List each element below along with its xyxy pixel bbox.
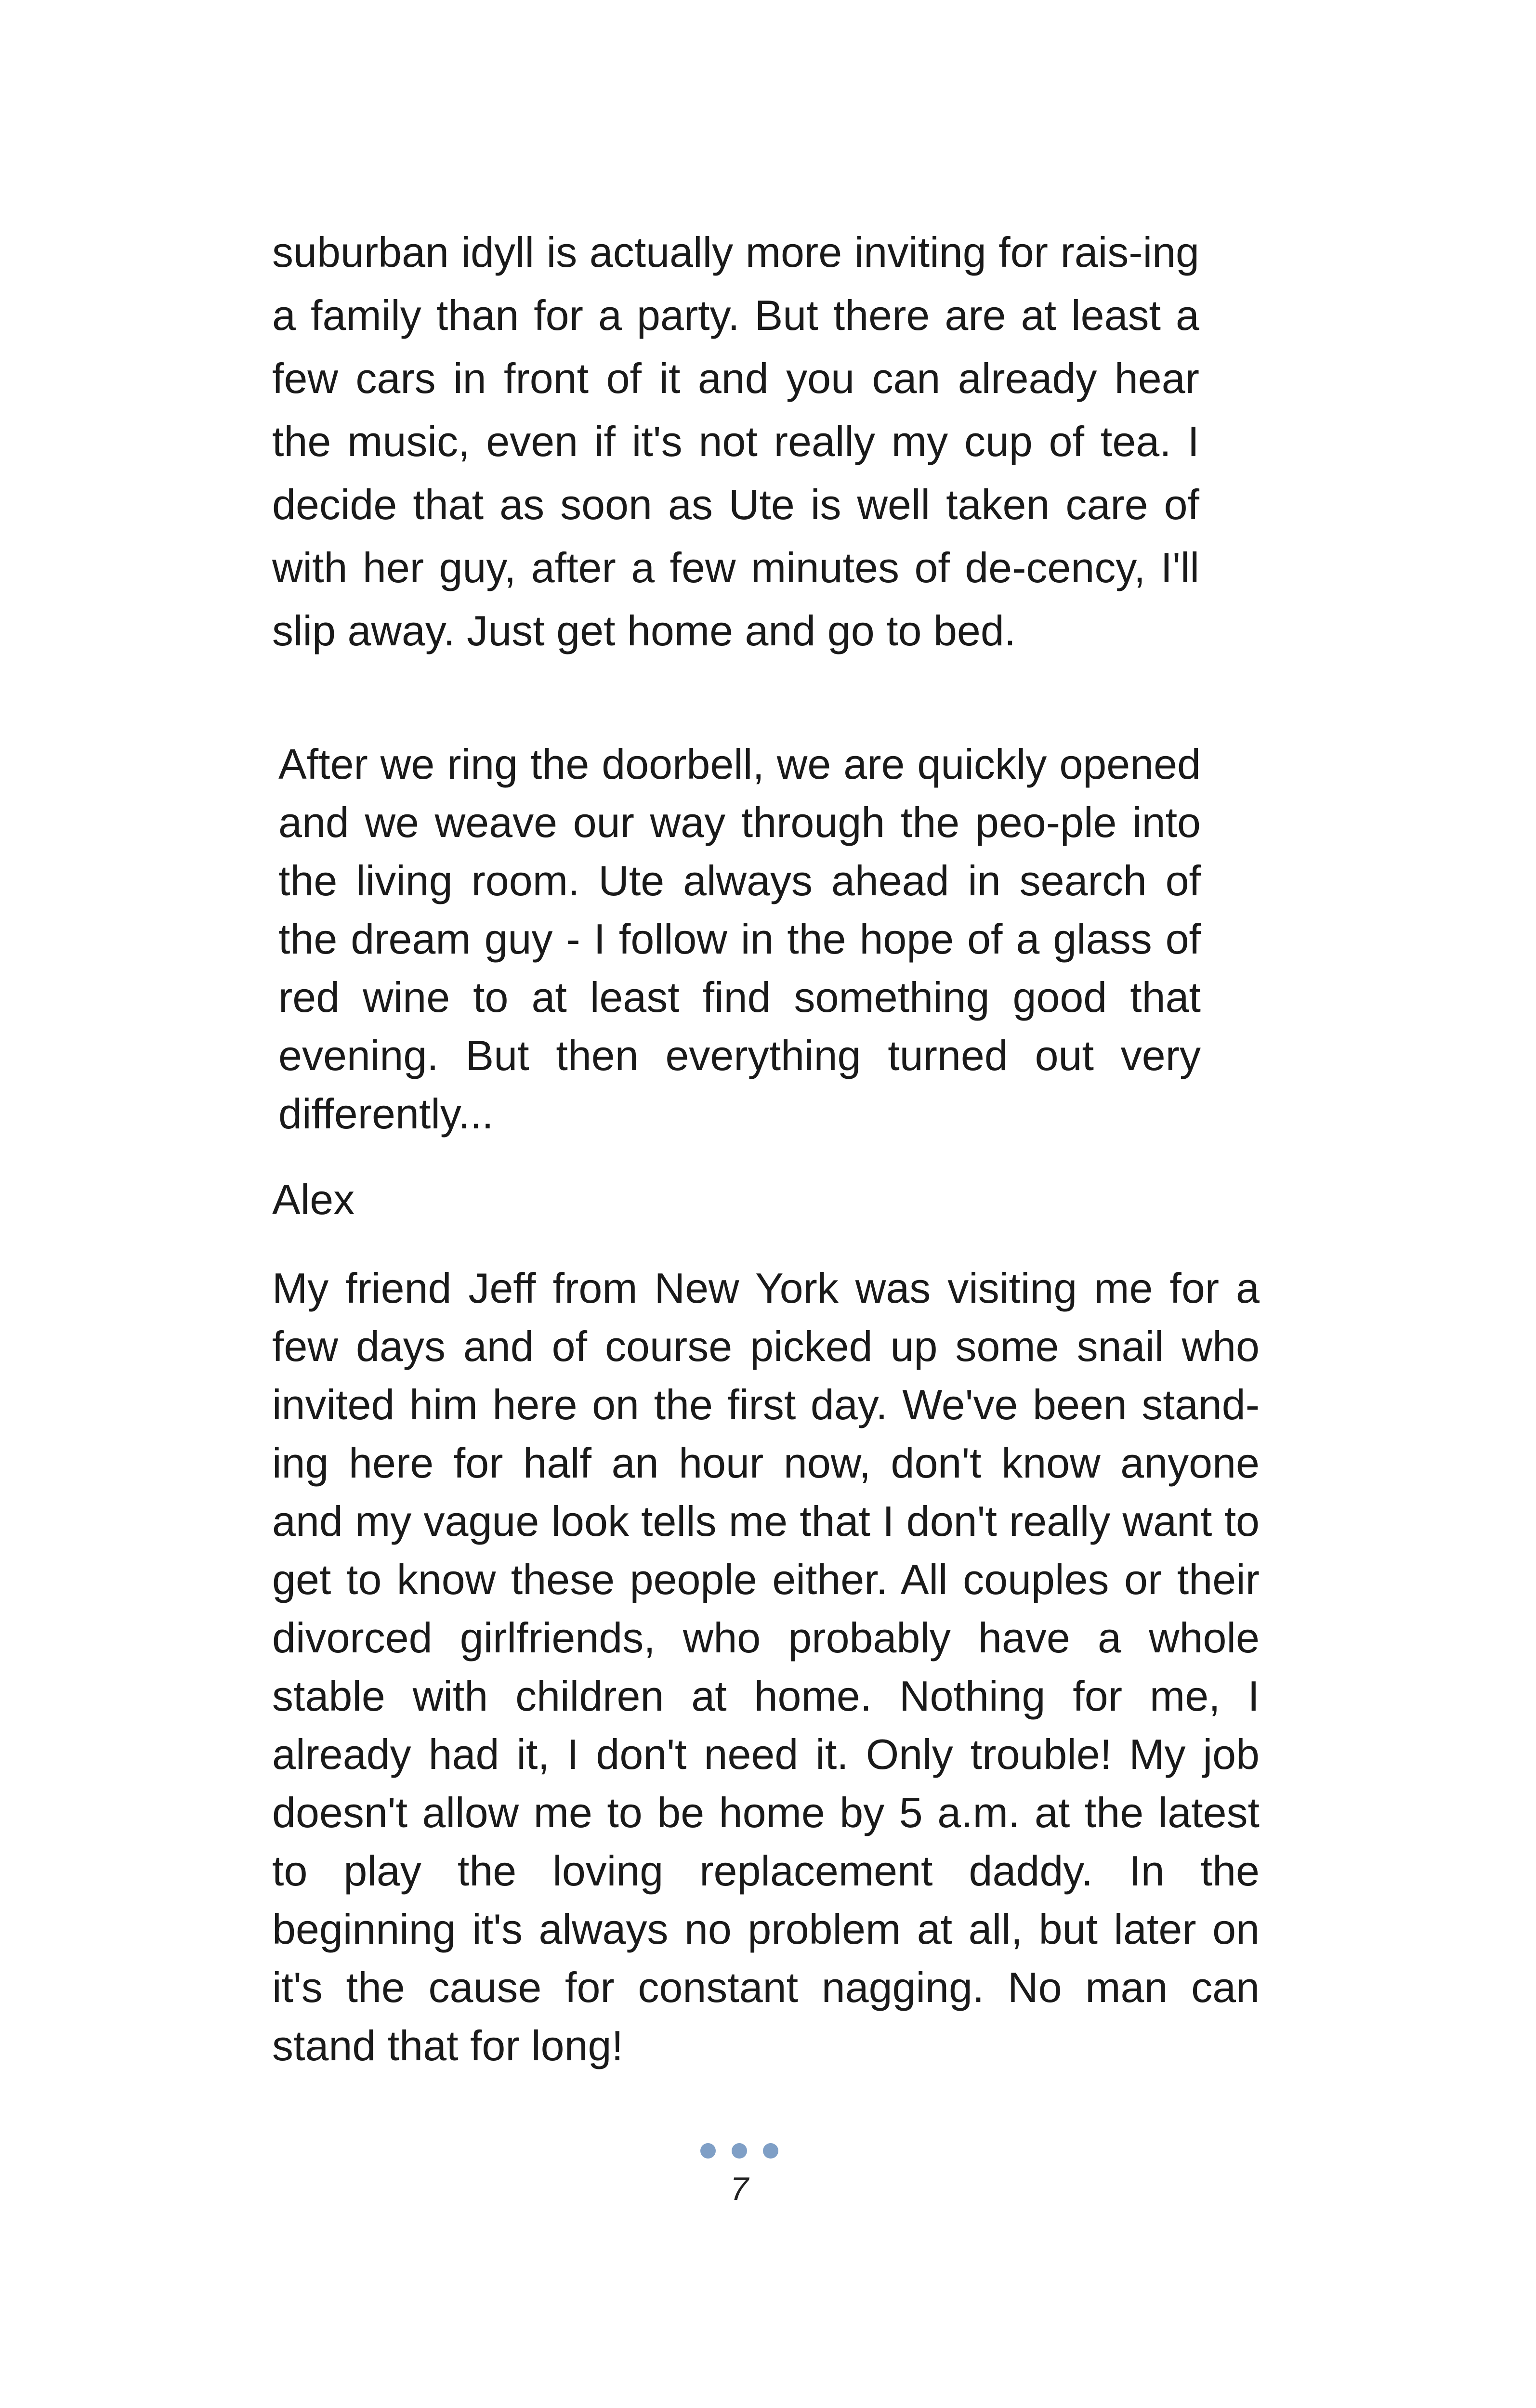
paragraph-1: suburban idyll is actually more inviting for rais-ing a family than for a party. But there are at least a few cars in front of it and you can already hear the music, even if it's not really my cup of tea. I decide that as soon as Ute is well taken care of with her guy, after a few minutes of de-cency, I'll slip away. Just get home and go to bed. <box>272 228 1199 654</box>
ornament-dot-icon <box>732 2143 747 2159</box>
paragraph-2: After we ring the doorbell, we are quickly opened and we weave our way through the peo-ple into the living room. Ute always ahead in search of the dream guy - I follow in the hope of a glass of red wine to at least find something good that evening. But then everything turned out very differently... <box>278 740 1201 1138</box>
page-number: 7 <box>730 2171 748 2207</box>
speaker-heading: Alex <box>272 1176 355 1223</box>
ornament-dot-icon <box>700 2143 716 2159</box>
ornament-dot-icon <box>763 2143 778 2159</box>
section-ornament <box>700 2141 778 2160</box>
paragraph-3: My friend Jeff from New York was visiting me for a few days and of course picked up some snail who invited him here on the first day. We've been stand-ing here for half an hour now, don't know anyone and my vague look tells me that I don't really want to get to know these people either. All couples or their divorced girlfriends, who probably have a whole stable with children at home. Nothing for me, I already had it, I don't need it. Only trouble! My job doesn't allow me to be home by 5 a.m. at the latest to play the loving replacement daddy. In the beginning it's always no problem at all, but later on it's the cause for constant nagging. No man can stand that for long! <box>272 1264 1260 2069</box>
